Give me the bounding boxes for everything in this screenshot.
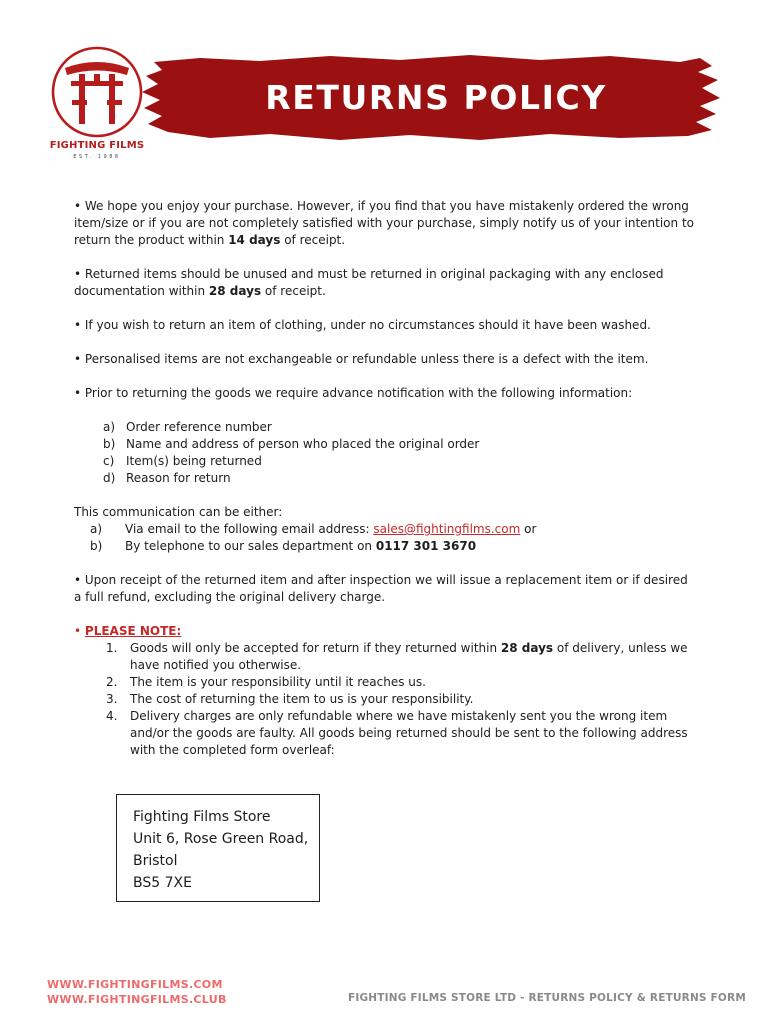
footer-caption: FIGHTING FILMS STORE LTD - RETURNS POLICY & RETURNS FORM <box>347 992 746 1004</box>
sales-email-link[interactable]: sales@fightingfilms.com <box>373 522 521 536</box>
torii-gate-icon <box>48 44 146 140</box>
list-item-email: a) Via email to the following email address: sales@fightingfilms.com or <box>90 522 537 536</box>
address-line: BS5 7XE <box>133 875 192 891</box>
policy-paragraph-1: • We hope you enjoy your purchase. However, if you find that you have mistakenly ordered the wrong item/size or if you are not completely satisfied with your purchase, simply notify us of your intention to return the product within 14 days of receipt. <box>74 199 694 247</box>
list-item: d) Reason for return <box>103 471 231 485</box>
policy-paragraph-2: • Returned items should be unused and must be returned in original packaging with any enclosed documentation within 28 days of receipt. <box>74 267 664 298</box>
please-note-heading: • PLEASE NOTE: <box>74 624 182 638</box>
page-title: RETURNS POLICY <box>265 77 607 117</box>
list-item: b) Name and address of person who placed the original order <box>103 437 480 451</box>
list-item: c) Item(s) being returned <box>103 454 262 468</box>
policy-paragraph-6: • Upon receipt of the returned item and after inspection we will issue a replacement item or if desired a full refund, excluding the original delivery charge. <box>74 573 688 604</box>
return-address-box <box>116 794 320 902</box>
website-links <box>47 977 227 1007</box>
communication-list <box>74 521 696 555</box>
policy-content <box>74 198 696 759</box>
list-item: a) Order reference number <box>103 420 272 434</box>
required-info-list <box>74 419 696 487</box>
address-line: Bristol <box>133 853 178 869</box>
list-item: 2. The item is your responsibility until it reaches us. <box>106 675 426 689</box>
title-banner <box>140 52 722 142</box>
website-link-com[interactable]: WWW.FIGHTINGFILMS.COM <box>47 978 223 991</box>
communication-intro: This communication can be either: <box>74 505 283 519</box>
policy-paragraph-3: • If you wish to return an item of clothing, under no circumstances should it have been washed. <box>74 318 651 332</box>
list-item: 3. The cost of returning the item to us is your responsibility. <box>106 692 474 706</box>
address-line: Fighting Films Store <box>133 809 271 825</box>
list-item-phone: b) By telephone to our sales department on 0117 301 3670 <box>90 539 477 553</box>
address-line: Unit 6, Rose Green Road, <box>133 831 309 847</box>
policy-paragraph-4: • Personalised items are not exchangeable or refundable unless there is a defect with the item. <box>74 352 649 366</box>
brand-logo <box>46 44 150 162</box>
list-item: 4. Delivery charges are only refundable where we have mistakenly sent you the wrong item and/or the goods are faulty. All goods being returned should be sent to the following address with the completed form overleaf: <box>106 709 688 757</box>
brand-established: EST. 1988 <box>73 154 121 160</box>
brand-name: FIGHTING FILMS <box>49 140 145 151</box>
policy-paragraph-5: • Prior to returning the goods we require advance notification with the following information: <box>74 386 633 400</box>
note-list <box>74 640 696 759</box>
website-link-club[interactable]: WWW.FIGHTINGFILMS.CLUB <box>47 993 227 1006</box>
list-item: 1. Goods will only be accepted for return if they returned within 28 days of delivery, unless we have notified you otherwise. <box>106 641 688 672</box>
sales-phone-number: 0117 301 3670 <box>375 539 477 553</box>
